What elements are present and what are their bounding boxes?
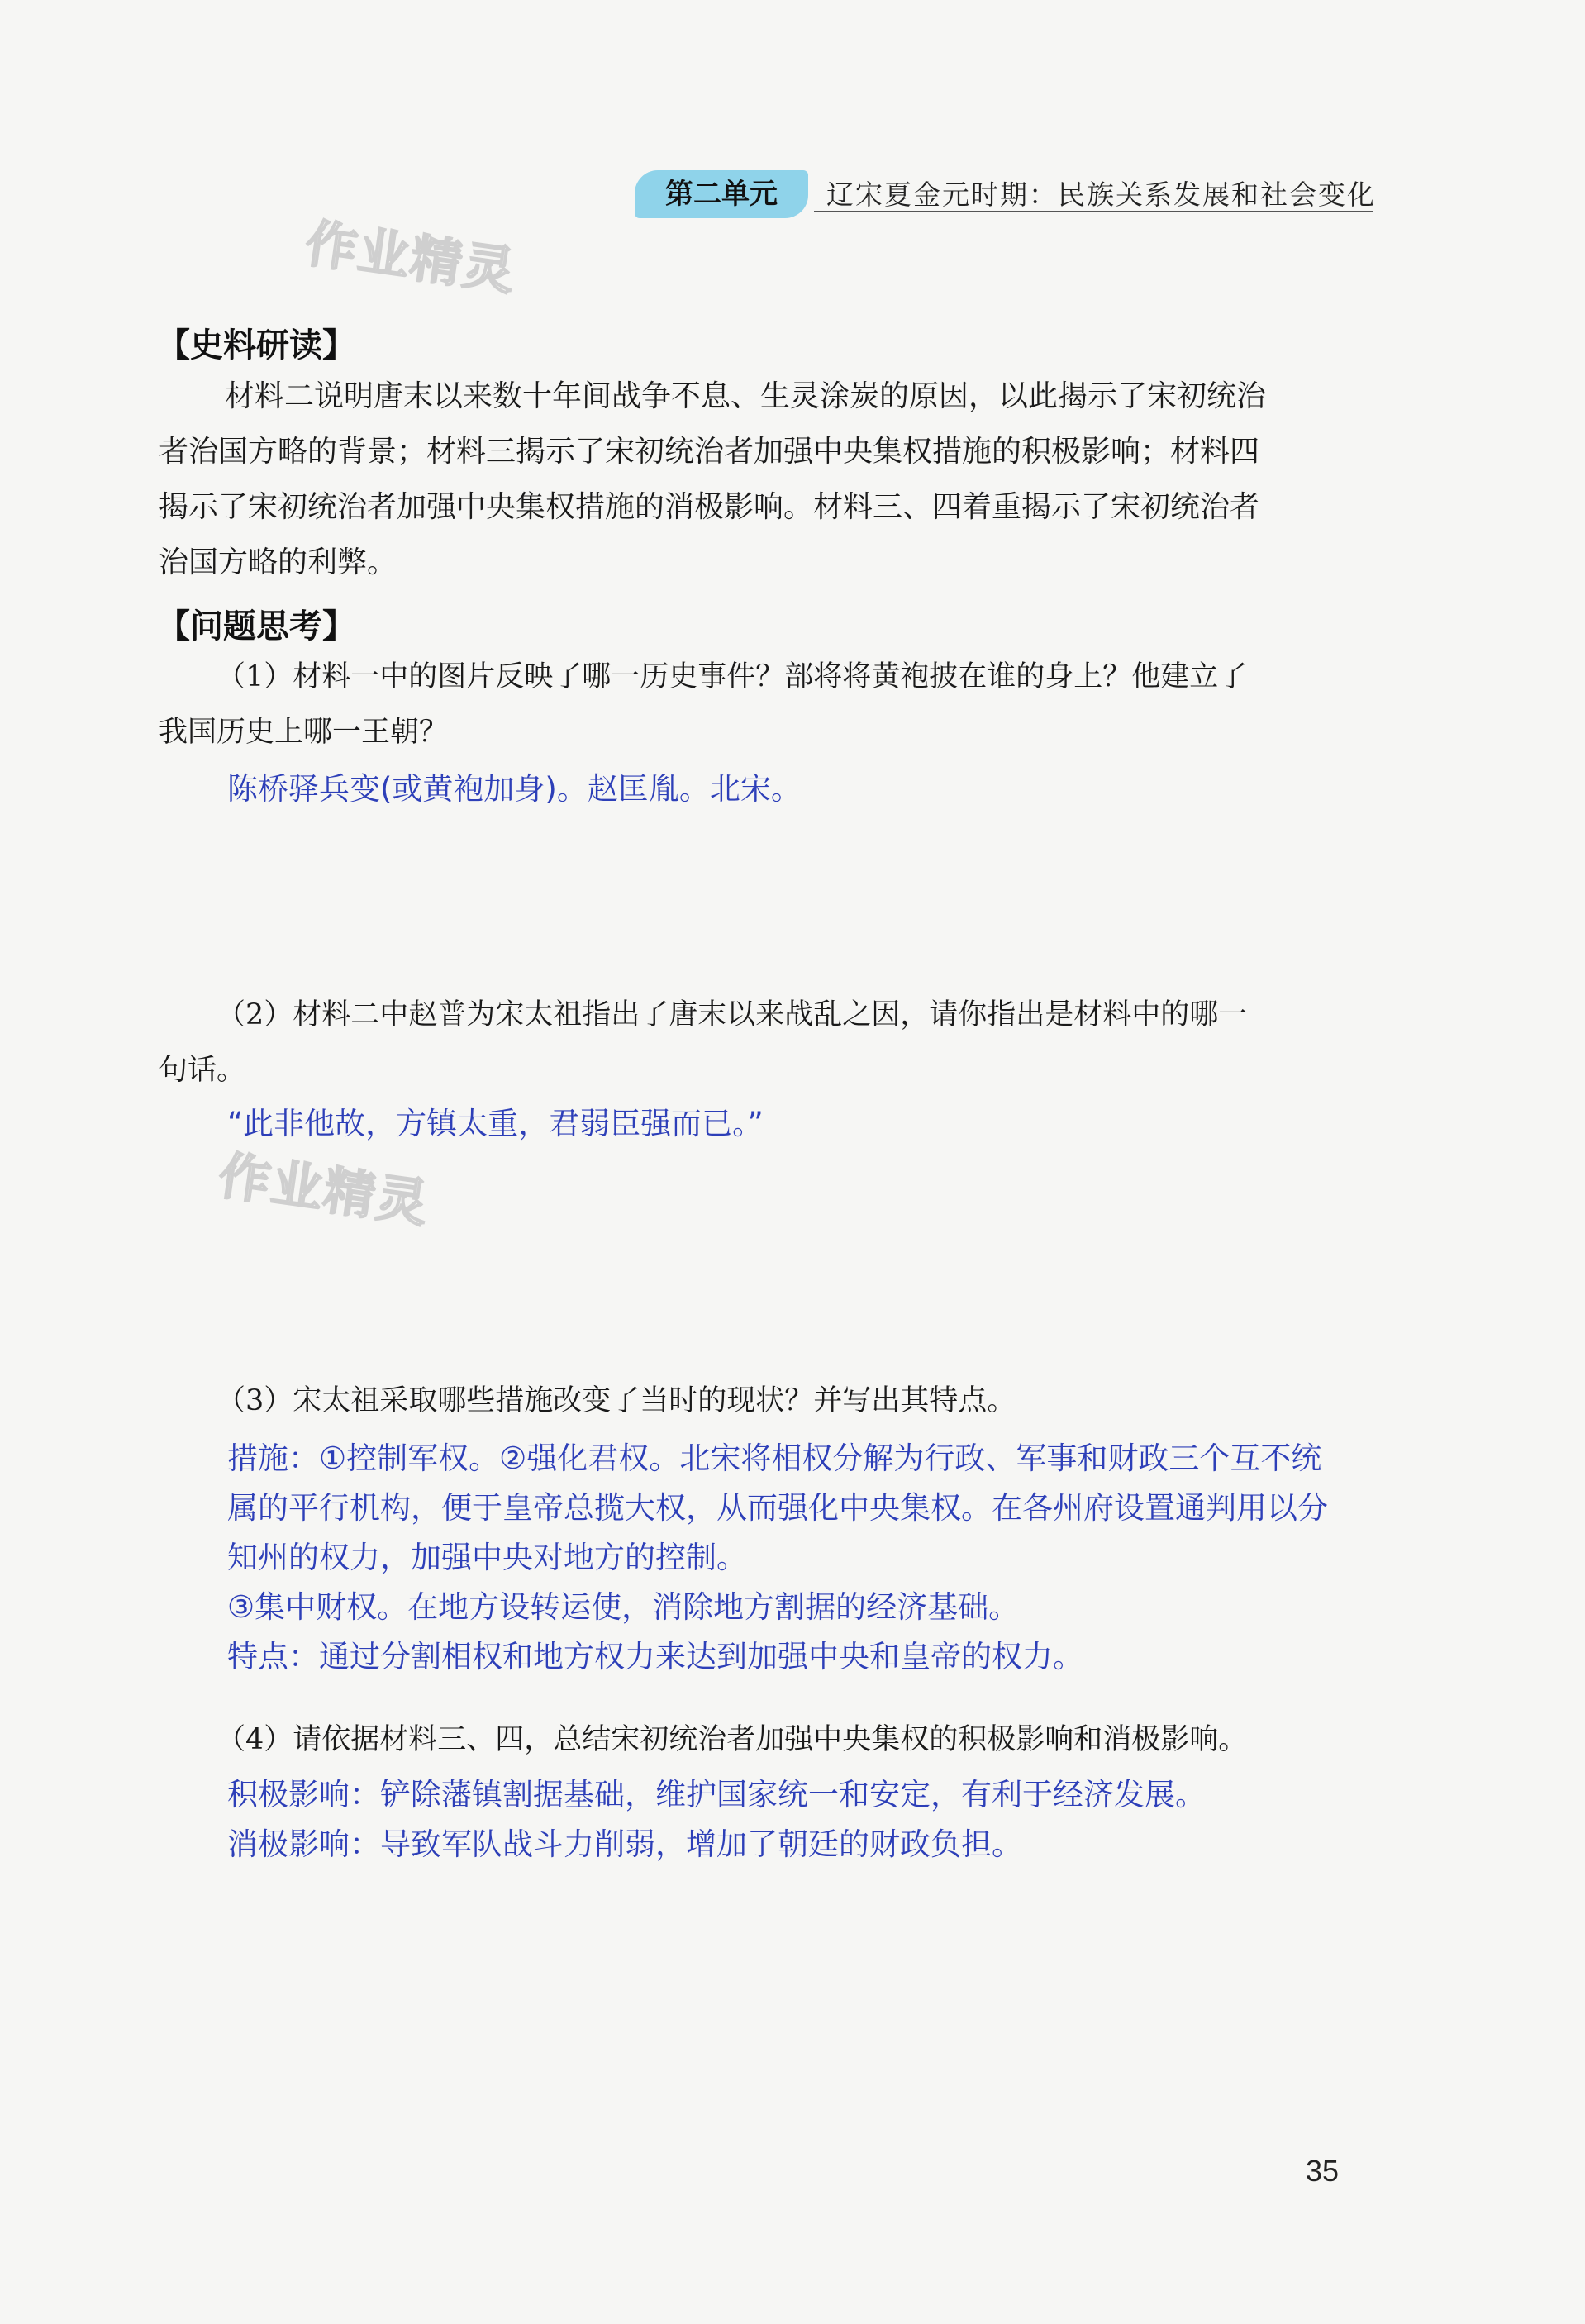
answer-line: 消极影响：导致军队战斗力削弱，增加了朝廷的财政负担。 — [227, 1826, 1022, 1862]
question-3 — [159, 1374, 1382, 1429]
question-1 — [159, 650, 1382, 760]
page-number: 35 — [1306, 2154, 1340, 2188]
unit-badge: 第二单元 — [635, 170, 808, 218]
section-title-source-study: 【史料研读】 — [157, 326, 355, 364]
question-line: （3）宋太祖采取哪些措施改变了当时的现状？并写出其特点。 — [217, 1384, 1016, 1417]
answer-1 — [227, 764, 1483, 814]
header-rule — [814, 211, 1373, 212]
question-2 — [159, 988, 1382, 1098]
paragraph-line: 揭示了宋初统治者加强中央集权措施的消极影响。材料三、四着重揭示了宋初统治者 — [159, 490, 1260, 524]
watermark: 作业精灵 — [215, 1145, 434, 1235]
answer-line: 积极影响：铲除藩镇割据基础，维护国家统一和安定，有利于经济发展。 — [227, 1777, 1206, 1812]
question-line: （2）材料二中赵普为宋太祖指出了唐末以来战乱之因，请你指出是材料中的哪一 — [217, 998, 1248, 1031]
question-line: 句话。 — [159, 1054, 246, 1087]
paragraph-line: 治国方略的利弊。 — [159, 545, 397, 579]
paragraph-line: 材料二说明唐末以来数十年间战争不息、生灵涂炭的原因，以此揭示了宋初统治 — [225, 379, 1267, 413]
question-line: （1）材料一中的图片反映了哪一历史事件？部将将黄袍披在谁的身上？他建立了 — [217, 660, 1248, 693]
answer-line: 措施：①控制军权。②强化君权。北宋将相权分解为行政、军事和财政三个互不统 — [227, 1441, 1322, 1476]
answer-2 — [227, 1099, 1483, 1149]
answer-line: ③集中财权。在地方设转运使，消除地方割据的经济基础。 — [227, 1589, 1020, 1625]
section-title-question-thinking: 【问题思考】 — [157, 607, 355, 645]
question-4 — [159, 1712, 1382, 1768]
answer-line: 特点：通过分割相权和地方权力来达到加强中央和皇帝的权力。 — [227, 1639, 1083, 1674]
answer-4 — [227, 1770, 1483, 1869]
answer-line: 属的平行机构，便于皇帝总揽大权，从而强化中央集权。在各州府设置通判用以分 — [227, 1490, 1328, 1526]
question-line: （4）请依据材料三、四，总结宋初统治者加强中央集权的积极影响和消极影响。 — [217, 1723, 1248, 1756]
unit-title: 辽宋夏金元时期：民族关系发展和社会变化 — [826, 179, 1376, 211]
answer-line: “此非他故，方镇太重，君弱臣强而已。” — [227, 1106, 764, 1141]
source-study-paragraph — [159, 369, 1382, 590]
answer-line: 知州的权力，加强中央对地方的控制。 — [227, 1540, 747, 1575]
answer-line: 陈桥驿兵变(或黄袍加身)。赵匡胤。北宋。 — [227, 771, 802, 807]
paragraph-line: 者治国方略的背景；材料三揭示了宋初统治者加强中央集权措施的积极影响；材料四 — [159, 435, 1260, 469]
question-line: 我国历史上哪一王朝？ — [159, 716, 449, 749]
answer-3 — [227, 1434, 1483, 1682]
watermark: 作业精灵 — [302, 212, 521, 302]
